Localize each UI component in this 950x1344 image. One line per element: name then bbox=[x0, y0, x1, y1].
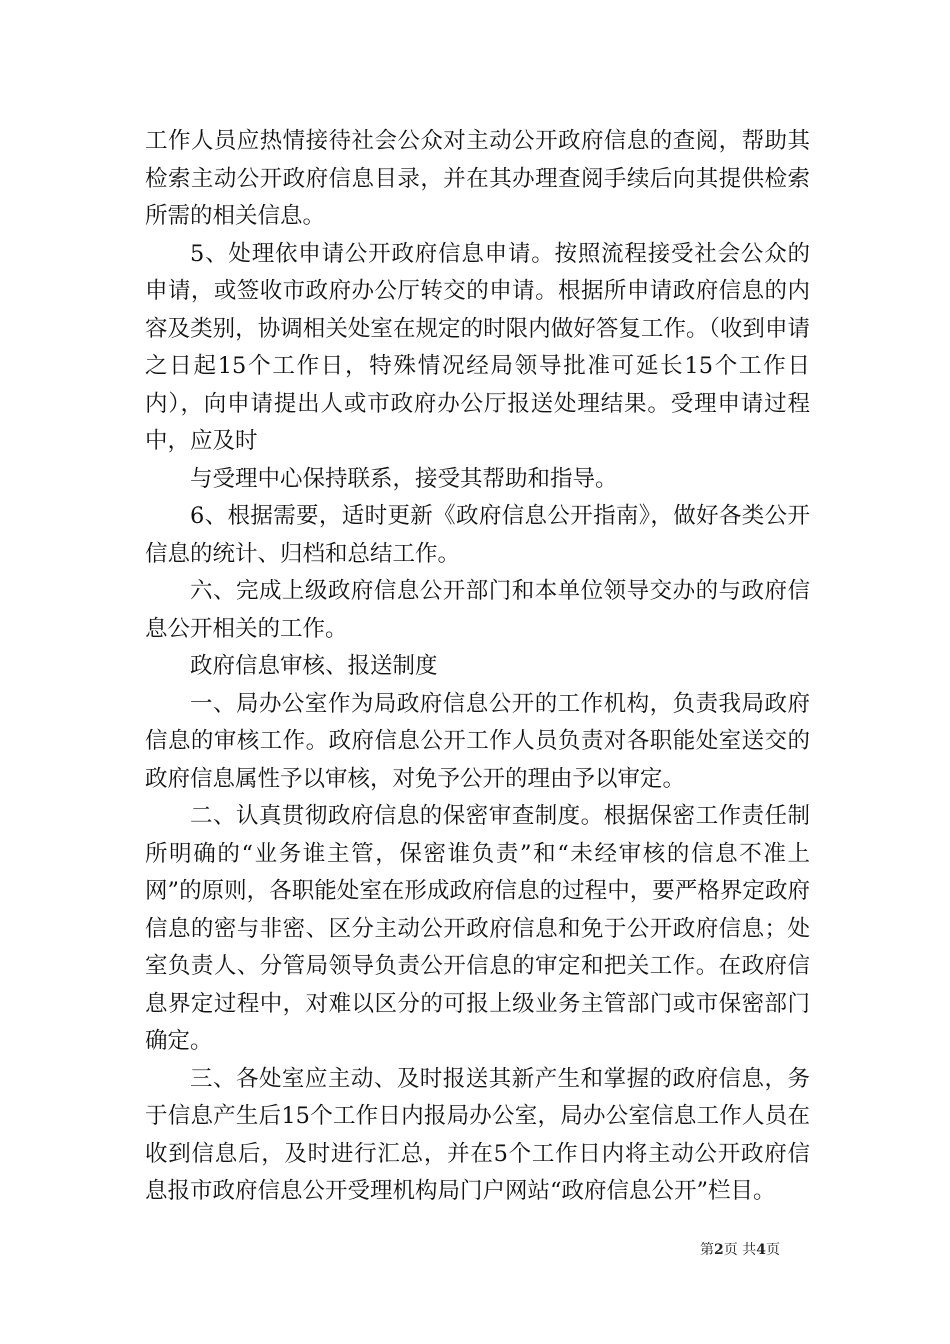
paragraph-3: 与受理中心保持联系，接受其帮助和指导。 bbox=[190, 465, 618, 492]
paragraph-4: 6、根据需要，适时更新《政府信息公开指南》，做好各类公开信息的统计、归档和总结工作。 bbox=[145, 503, 810, 567]
paragraph-7: 一、局办公室作为局政府信息公开的工作机构，负责我局政府信息的审核工作。政府信息公开工作人员负责对各职能处室送交的政府信息属性予以审核，对免予公开的理由予以审定。 bbox=[145, 690, 810, 792]
footer-prefix: 第 bbox=[700, 1242, 714, 1258]
paragraph-2: 5、处理依申请公开政府信息申请。按照流程接受社会公众的申请，或签收市政府办公厅转交的申请。根据所申请政府信息的内容及类别，协调相关处室在规定的时限内做好答复工作。（收到申请之日起15个工作日，特殊情况经局领导批准可延长15个工作日内），向申请提出人或市政府办公厅报送处理结果。受理申请过程中，应及时 bbox=[145, 240, 810, 454]
paragraph-9: 三、各处室应主动、及时报送其新产生和掌握的政府信息，务于信息产生后15个工作日内报局办公室，局办公室信息工作人员在收到信息后，及时进行汇总，并在5个工作日内将主动公开政府信息报市政府信息公开受理机构局门户网站“政府信息公开”栏目。 bbox=[145, 1065, 810, 1204]
footer-suffix: 页 bbox=[765, 1242, 780, 1258]
section-heading: 政府信息审核、报送制度 bbox=[190, 653, 438, 679]
document-body bbox=[145, 123, 810, 1211]
paragraph-1: 工作人员应热情接待社会公众对主动公开政府信息的查阅，帮助其检索主动公开政府信息目录，并在其办理查阅手续后向其提供检索所需的相关信息。 bbox=[145, 128, 810, 229]
footer-middle: 页 共 bbox=[723, 1242, 757, 1258]
total-page-number: 4 bbox=[756, 1242, 766, 1258]
page-number-footer bbox=[700, 1241, 820, 1259]
paragraph-5: 六、完成上级政府信息公开部门和本单位领导交办的与政府信息公开相关的工作。 bbox=[145, 578, 810, 642]
current-page-number: 2 bbox=[714, 1242, 724, 1258]
paragraph-8: 二、认真贯彻政府信息的保密审查制度。根据保密工作责任制所明确的“业务谁主管，保密谁负责”和“未经审核的信息不准上网”的原则，各职能处室在形成政府信息的过程中，要严格界定政府信息的密与非密、区分主动公开政府信息和免于公开政府信息；处室负责人、分管局领导负责公开信息的审定和把关工作。在政府信息界定过程中，对难以区分的可报上级业务主管部门或市保密部门确定。 bbox=[145, 803, 810, 1054]
